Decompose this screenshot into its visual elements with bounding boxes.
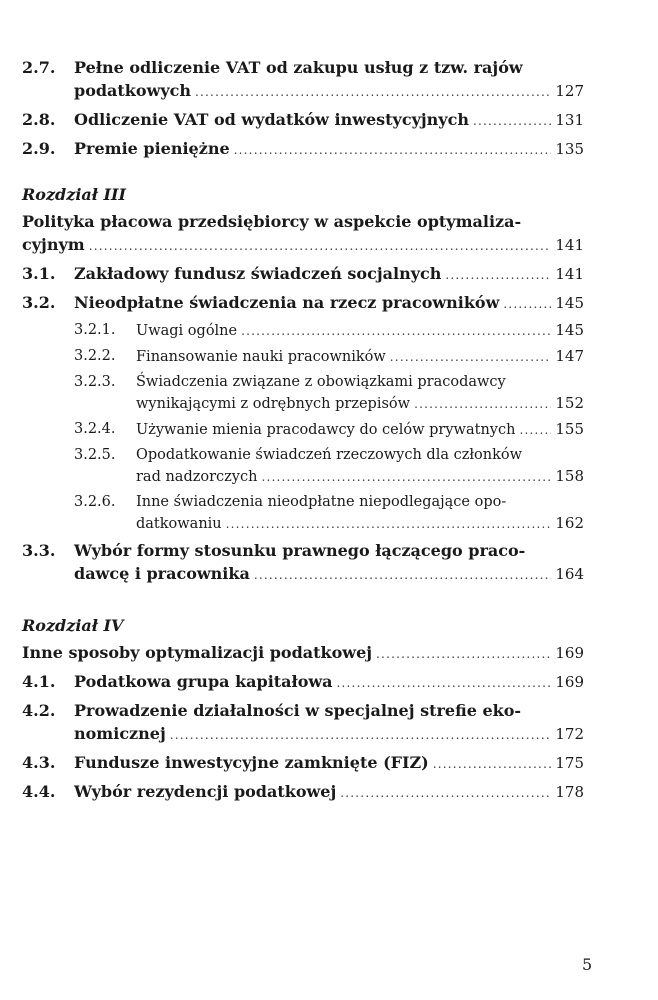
- toc-entry-4-4: [22, 780, 584, 805]
- toc-entry-text-last: nomicznej: [74, 724, 166, 743]
- toc-page-number: 145: [555, 321, 584, 339]
- toc-entry-number: 3.2.: [22, 293, 56, 312]
- dot-leader: [337, 672, 552, 695]
- toc-entry-3-2-6: [22, 492, 584, 535]
- toc-page-number: 175: [555, 754, 584, 772]
- toc-entry-text-last: Zakładowy fundusz świadczeń socjalnych: [74, 264, 442, 283]
- toc-entry-4-3: [22, 751, 584, 776]
- toc-page-number: 131: [555, 111, 584, 129]
- toc-entry-text-last: Używanie mienia pracodawcy do celów prywatnych: [136, 422, 516, 438]
- toc-entry-4-1: [22, 670, 584, 695]
- toc-entry-number: 2.7.: [22, 58, 56, 77]
- dot-leader: [340, 782, 551, 805]
- chapter-title-text: Polityka płacowa przedsiębiorcy w aspekcie optymaliza-: [22, 212, 522, 231]
- toc-page-number: 172: [555, 725, 584, 743]
- toc-entry-text: Prowadzenie działalności w specjalnej strefie eko-: [74, 701, 522, 720]
- dot-leader: [234, 139, 552, 162]
- dot-leader: [261, 467, 551, 488]
- dot-leader: [414, 394, 551, 415]
- toc-entry-text: Wybór formy stosunku prawnego łączącego praco-: [74, 541, 526, 560]
- toc-entry-2-8: [22, 108, 584, 133]
- toc-page-number: 164: [555, 565, 584, 583]
- toc-entry-text-last: wynikającymi z odrębnych przepisów: [136, 396, 411, 412]
- toc-entry-text-last: datkowaniu: [136, 516, 222, 532]
- chapter-title-last: Inne sposoby optymalizacji podatkowej: [22, 643, 373, 662]
- toc-entry-number: 4.1.: [22, 672, 56, 691]
- toc-page-number: 145: [555, 294, 584, 312]
- toc-entry-3-2-3: [22, 372, 584, 415]
- toc-entry-number: 3.2.6.: [74, 494, 116, 510]
- dot-leader: [433, 753, 552, 776]
- dot-leader: [254, 564, 552, 587]
- toc-entry-4-2: [22, 699, 584, 747]
- dot-leader: [503, 293, 551, 316]
- chapter-title: [22, 210, 584, 258]
- toc-entry-3-2: [22, 291, 584, 316]
- chapter-label: Rozdział III: [22, 185, 126, 204]
- toc-entry-number: 4.3.: [22, 753, 56, 772]
- toc-entry-3-2-4: [22, 419, 584, 441]
- toc-entry-text-last: Uwagi ogólne: [136, 323, 238, 339]
- toc-page-number: 169: [555, 644, 584, 662]
- toc-entry-number: 4.2.: [22, 701, 56, 720]
- toc-entry-text: Pełne odliczenie VAT od zakupu usług z tzw. rajów: [74, 58, 523, 77]
- dot-leader: [445, 264, 551, 287]
- dot-leader: [195, 81, 551, 104]
- toc-entry-3-2-1: [22, 320, 584, 342]
- toc-entry-text-last: podatkowych: [74, 81, 192, 100]
- toc-entry-text-last: Odliczenie VAT od wydatków inwestycyjnych: [74, 110, 469, 129]
- table-of-contents: [22, 56, 584, 809]
- toc-entry-text: Opodatkowanie świadczeń rzeczowych dla członków: [136, 447, 523, 463]
- toc-entry-3-1: [22, 262, 584, 287]
- dot-leader: [170, 724, 552, 747]
- toc-entry-text-last: Podatkowa grupa kapitałowa: [74, 672, 333, 691]
- toc-entry-number: 3.1.: [22, 264, 56, 283]
- dot-leader: [390, 347, 552, 368]
- toc-entry-number: 3.2.3.: [74, 374, 116, 390]
- dot-leader: [376, 643, 551, 666]
- dot-leader: [89, 235, 552, 258]
- toc-page-number: 155: [555, 420, 584, 438]
- toc-entry-number: 3.2.2.: [74, 348, 116, 364]
- chapter-title: [22, 641, 584, 666]
- chapter-title-last: cyjnym: [22, 235, 85, 254]
- toc-entry-text: Świadczenia związane z obowiązkami pracodawcy: [136, 374, 506, 390]
- toc-entry-number: 4.4.: [22, 782, 56, 801]
- toc-page-number: 158: [555, 467, 584, 485]
- toc-entry-number: 2.8.: [22, 110, 56, 129]
- dot-leader: [473, 110, 551, 133]
- toc-entry-text-last: Wybór rezydencji podatkowej: [74, 782, 337, 801]
- toc-page-number: 152: [555, 394, 584, 412]
- toc-entry-2-7: [22, 56, 584, 104]
- toc-entry-3-2-2: [22, 346, 584, 368]
- toc-entry-3-2-5: [22, 445, 584, 488]
- toc-page-number: 169: [555, 673, 584, 691]
- toc-entry-number: 3.3.: [22, 541, 56, 560]
- dot-leader: [226, 514, 552, 535]
- toc-entry-text-last: Finansowanie nauki pracowników: [136, 349, 386, 365]
- toc-entry-text-last: rad nadzorczych: [136, 469, 258, 485]
- toc-entry-text-last: Premie pieniężne: [74, 139, 230, 158]
- dot-leader: [241, 321, 551, 342]
- dot-leader: [519, 420, 551, 441]
- toc-page-number: 178: [555, 783, 584, 801]
- toc-entry-2-9: [22, 137, 584, 162]
- toc-entry-number: 2.9.: [22, 139, 56, 158]
- toc-page-number: 141: [555, 236, 584, 254]
- toc-entry-text-last: dawcę i pracownika: [74, 564, 250, 583]
- toc-page-number: 141: [555, 265, 584, 283]
- toc-entry-number: 3.2.1.: [74, 322, 116, 338]
- toc-entry-3-3: [22, 539, 584, 587]
- toc-entry-text-last: Fundusze inwestycyjne zamknięte (FIZ): [74, 753, 429, 772]
- chapter-label: Rozdział IV: [22, 616, 124, 635]
- toc-entry-number: 3.2.5.: [74, 447, 116, 463]
- toc-entry-text: Inne świadczenia nieodpłatne niepodlegające opo-: [136, 494, 507, 510]
- toc-page-number: 162: [555, 514, 584, 532]
- toc-entry-text-last: Nieodpłatne świadczenia na rzecz pracowników: [74, 293, 500, 312]
- toc-page-number: 127: [555, 82, 584, 100]
- page-number: 5: [582, 955, 593, 974]
- toc-page-number: 147: [555, 347, 584, 365]
- toc-entry-number: 3.2.4.: [74, 421, 116, 437]
- toc-page-number: 135: [555, 140, 584, 158]
